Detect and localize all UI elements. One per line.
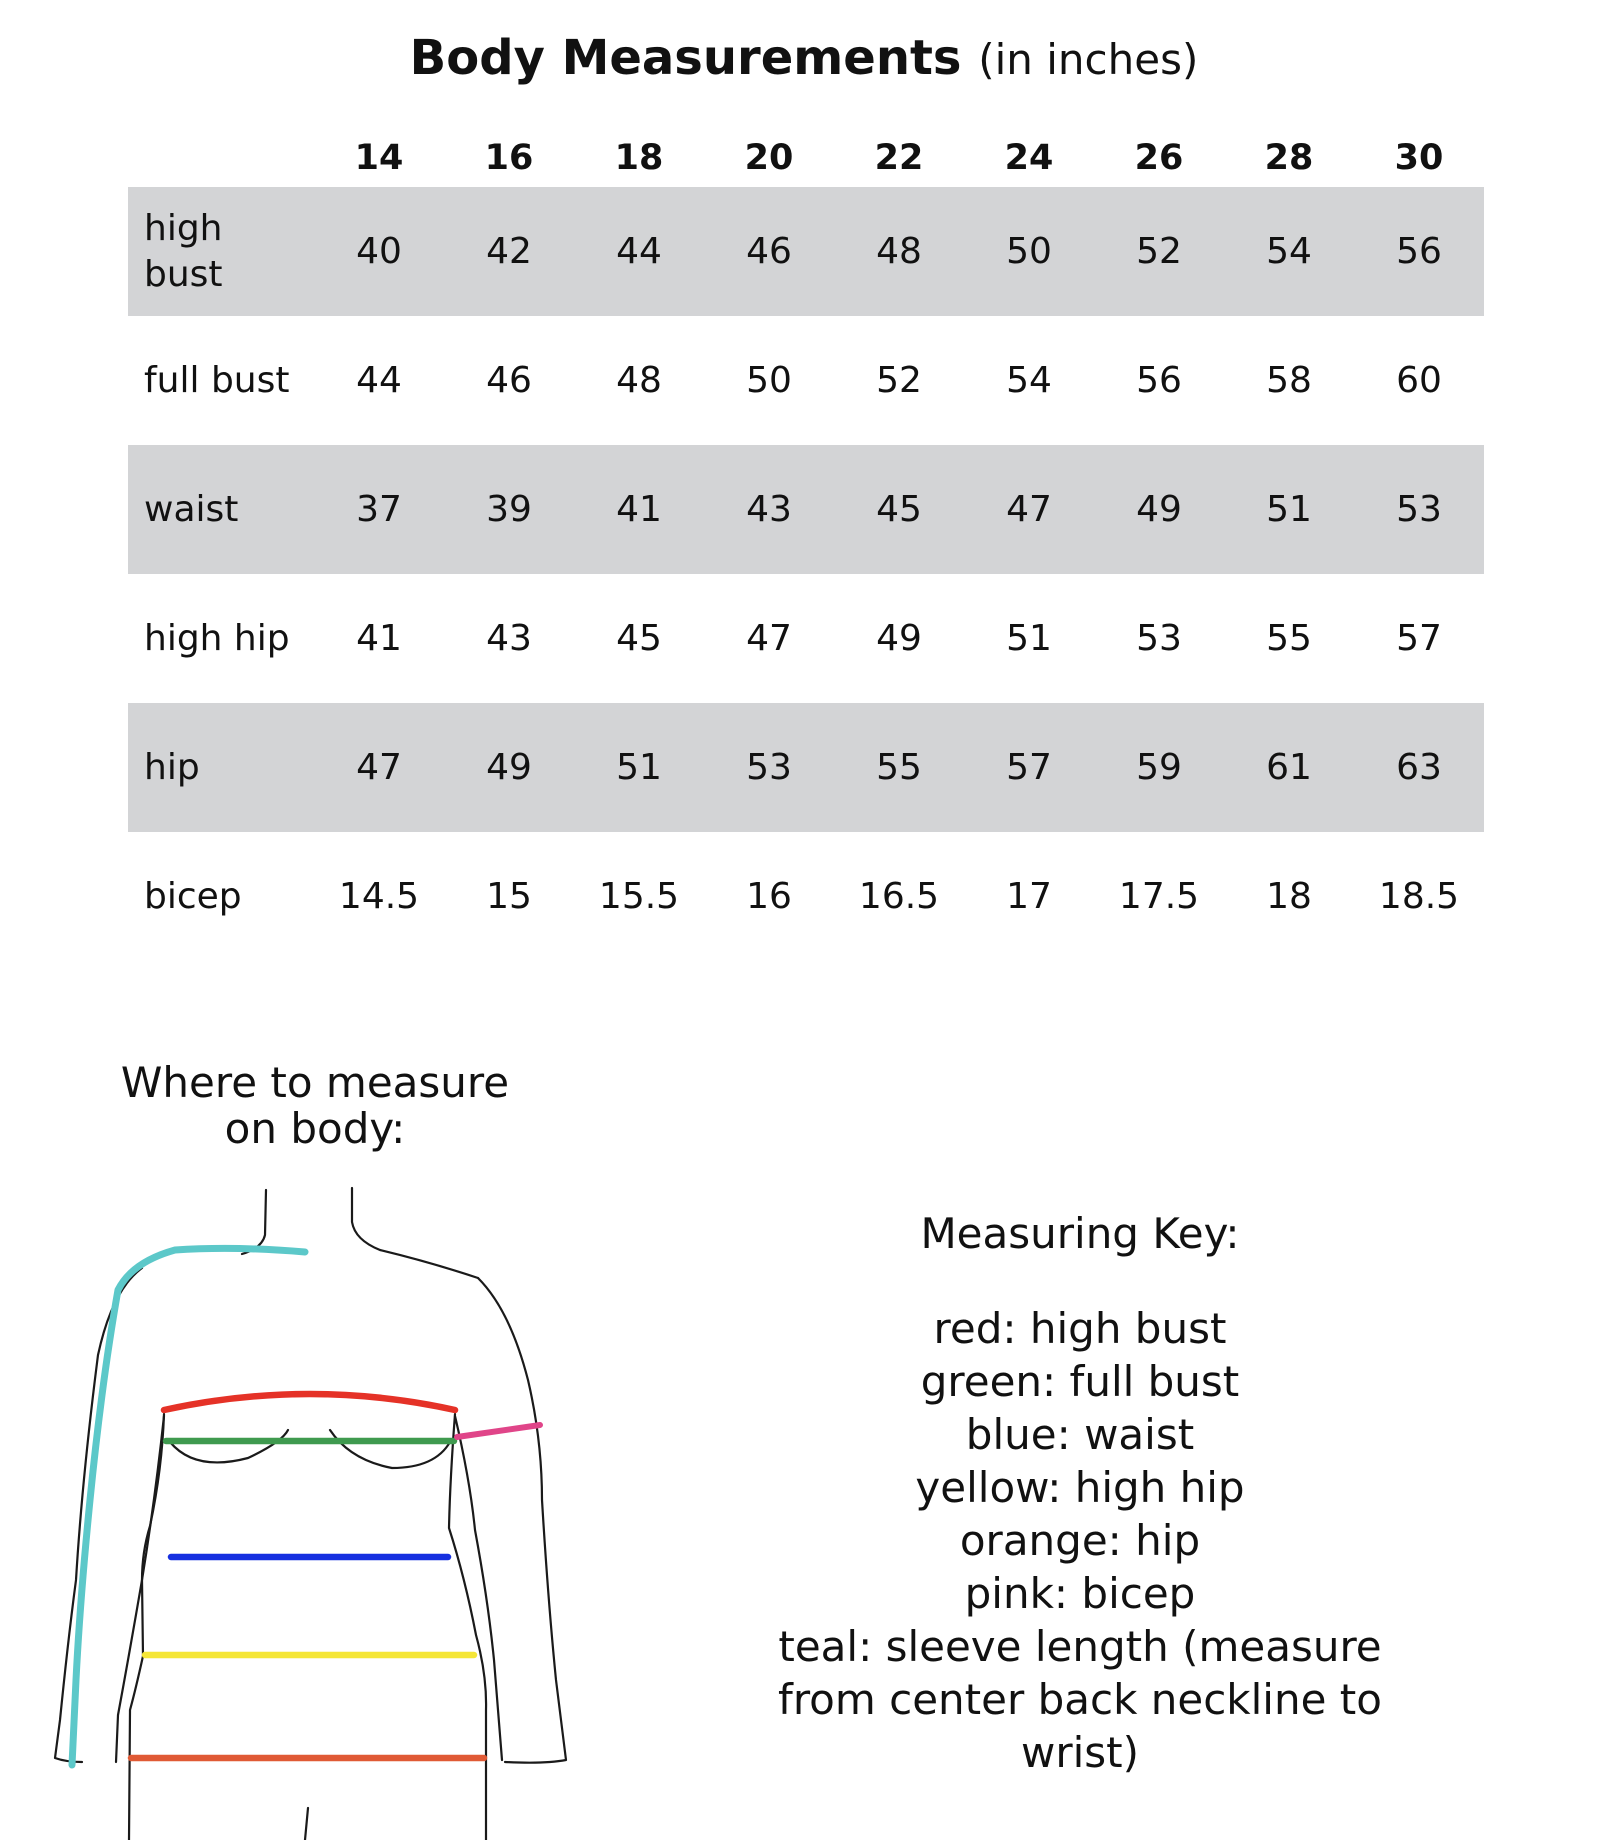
bust-curve-right (330, 1430, 450, 1468)
row-full-bust (128, 316, 1484, 445)
title-main: Body Measurements (409, 30, 962, 86)
table-cell: 58 (1266, 360, 1312, 401)
table-cell: 56 (1136, 360, 1182, 401)
table-cell: 46 (486, 360, 532, 401)
table-cell: 42 (444, 187, 574, 316)
size-header: 22 (874, 138, 924, 178)
bicep-line (457, 1425, 540, 1437)
table-cell: 16.5 (858, 876, 940, 917)
table-cell: 14.5 (338, 876, 420, 917)
table-cell: 53 (704, 703, 834, 832)
size-header: 16 (484, 138, 534, 178)
size-header: 14 (354, 138, 404, 178)
row-hip (128, 703, 1484, 832)
key-item: teal: sleeve length (measure (778, 1622, 1382, 1671)
table-cell: 51 (574, 703, 704, 832)
table-cell: 15.5 (598, 876, 680, 917)
table-cell: 47 (964, 445, 1094, 574)
body-measurement-diagram (0, 1180, 620, 1840)
table-cell: 54 (1224, 187, 1354, 316)
table-cell: 54 (1006, 360, 1052, 401)
row-label: full bust (144, 359, 290, 401)
measurement-table (128, 129, 1484, 961)
table-cell: 43 (704, 445, 834, 574)
table-cell: 52 (1094, 187, 1224, 316)
row-label: bicep (144, 875, 242, 917)
key-item: from center back neckline to (778, 1675, 1382, 1724)
table-cell: 49 (444, 703, 574, 832)
table-cell: 45 (834, 445, 964, 574)
table-cell: 47 (746, 618, 792, 659)
table-cell: 55 (834, 703, 964, 832)
neck-left (242, 1190, 266, 1254)
table-cell: 52 (876, 360, 922, 401)
bust-curve-left (170, 1430, 288, 1462)
table-cell: 55 (1266, 618, 1312, 659)
key-item: pink: bicep (964, 1569, 1196, 1618)
table-cell: 44 (356, 360, 402, 401)
row-bicep (128, 832, 1484, 961)
size-header: 18 (614, 138, 664, 178)
table-cell: 45 (616, 618, 662, 659)
row-label (128, 187, 314, 316)
table-cell: 46 (704, 187, 834, 316)
key-item: green: full bust (920, 1357, 1240, 1406)
neck-right (352, 1188, 478, 1278)
table-cell: 51 (1006, 618, 1052, 659)
table-cell: 63 (1354, 703, 1484, 832)
measuring-key-title: Measuring Key: (920, 1209, 1240, 1258)
row-high-bust (128, 187, 1484, 316)
table-cell: 40 (314, 187, 444, 316)
table-cell: 18 (1266, 876, 1312, 917)
table-cell: 37 (314, 445, 444, 574)
arm-left-outer (55, 1268, 142, 1762)
row-label: high hip (144, 617, 290, 659)
arm-left-inner (116, 1416, 164, 1762)
arm-right-inner (455, 1416, 502, 1760)
table-cell: 57 (964, 703, 1094, 832)
table-cell: 59 (1094, 703, 1224, 832)
table-cell: 50 (964, 187, 1094, 316)
body-outline (55, 1188, 566, 1840)
table-cell: 53 (1354, 445, 1484, 574)
row-label-line: bust (144, 253, 223, 295)
measuring-key (760, 1206, 1400, 1779)
table-cell: 50 (746, 360, 792, 401)
table-cell: 17 (1006, 876, 1052, 917)
table-cell: 41 (574, 445, 704, 574)
table-cell: 16 (746, 876, 792, 917)
table-cell: 48 (616, 360, 662, 401)
arm-right-outer (478, 1278, 566, 1763)
table-cell: 15 (486, 876, 532, 917)
table-cell: 43 (486, 618, 532, 659)
table-cell: 56 (1354, 187, 1484, 316)
table-cell: 53 (1136, 618, 1182, 659)
table-cell: 17.5 (1118, 876, 1200, 917)
title-units: (in inches) (978, 35, 1199, 84)
table-cell: 57 (1396, 618, 1442, 659)
center-line (305, 1808, 308, 1840)
page-title (0, 28, 1608, 90)
row-label: waist (128, 445, 314, 574)
size-header-row (128, 129, 1484, 187)
header-blank (128, 129, 314, 187)
table-cell: 61 (1224, 703, 1354, 832)
table-cell: 60 (1396, 360, 1442, 401)
table-cell: 47 (314, 703, 444, 832)
row-label-line: high (144, 207, 223, 249)
sleeve-length-line (72, 1248, 305, 1765)
key-item: yellow: high hip (915, 1463, 1245, 1512)
size-header: 30 (1394, 138, 1444, 178)
key-item: orange: hip (959, 1516, 1201, 1565)
table-cell: 49 (1094, 445, 1224, 574)
where-line: Where to measure (120, 1058, 510, 1107)
row-label: hip (128, 703, 314, 832)
measuring-key-list (760, 1302, 1400, 1779)
table-cell: 39 (444, 445, 574, 574)
row-high-hip (128, 574, 1484, 703)
table-cell: 44 (574, 187, 704, 316)
where-line: on body: (224, 1104, 406, 1153)
table-cell: 49 (876, 618, 922, 659)
key-item: wrist) (1020, 1728, 1140, 1777)
size-header: 28 (1264, 138, 1314, 178)
size-header: 26 (1134, 138, 1184, 178)
key-item: red: high bust (933, 1304, 1227, 1353)
size-header: 20 (744, 138, 794, 178)
table-cell: 48 (834, 187, 964, 316)
row-waist (128, 445, 1484, 574)
size-header: 24 (1004, 138, 1054, 178)
table-cell: 18.5 (1378, 876, 1460, 917)
key-item: blue: waist (965, 1410, 1195, 1459)
table-cell: 41 (356, 618, 402, 659)
table-cell: 51 (1224, 445, 1354, 574)
where-to-measure-heading (110, 1060, 520, 1152)
high-bust-line (164, 1394, 455, 1410)
